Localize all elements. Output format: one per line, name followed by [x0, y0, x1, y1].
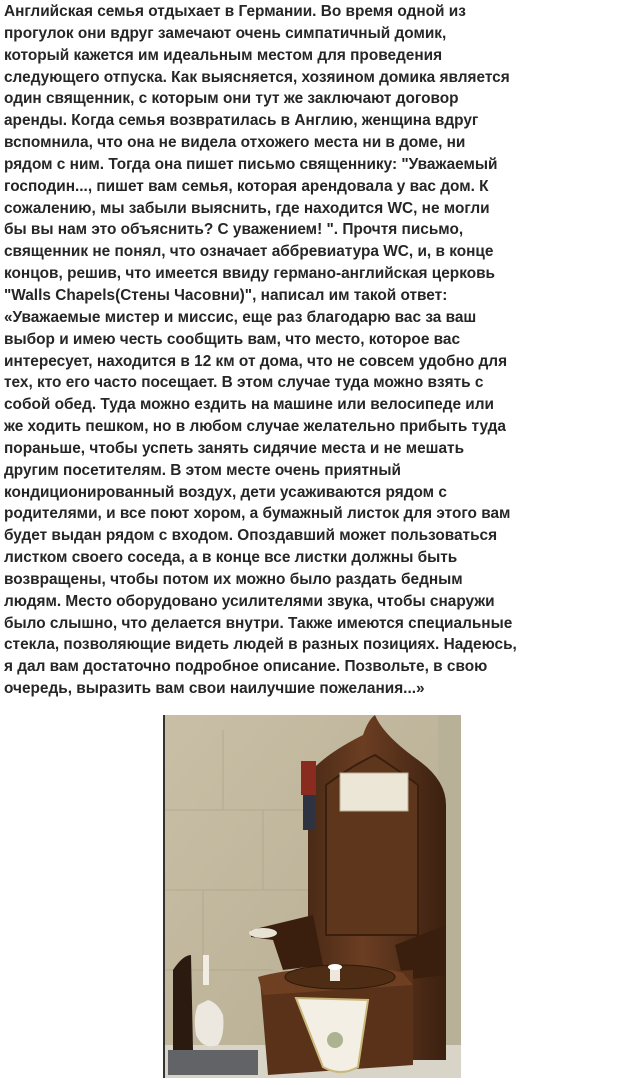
story-line: аренды. Когда семья возвратилась в Англию, женщина вдруг — [4, 112, 479, 130]
story-line: один священник, с которым они тут же заключают договор — [4, 90, 459, 108]
story-line: было слышно, что делается внутри. Также имеются специальные — [4, 614, 513, 632]
story-line: концов, решив, что имеется ввиду германо-английская церковь — [4, 265, 496, 283]
story-line: «Уважаемые мистер и миссис, еще раз благодарю вас за ваш — [4, 308, 477, 326]
story-line: который кажется им идеальным местом для проведения — [4, 46, 443, 64]
story-line: собой обед. Туда можно ездить на машине или велосипеде или — [4, 396, 495, 414]
story-line: родителями, и все поют хором, а бумажный листок для этого вам — [4, 505, 511, 523]
story-line: Английская семья отдыхает в Германии. Во время одной из — [4, 3, 466, 20]
story-line: же ходить пешком, но в любом случае желательно прибыть туда — [4, 418, 506, 436]
story-text — [4, 1, 640, 700]
story-line: пораньше, чтобы успеть занять сидячие места и не мешать — [4, 439, 465, 457]
story-line: священник не понял, что означает аббревиатура WC, и, в конце — [4, 243, 494, 261]
story-line: возвращены, чтобы потом их можно было раздать бедным — [4, 570, 463, 588]
story-line: прогулок они вдруг замечают очень симпатичный домик, — [4, 24, 447, 42]
story-line: я дал вам достаточно подробное описание. Позвольте, в свою — [4, 658, 488, 676]
story-line: людям. Место оборудовано усилителями звука, чтобы снаружи — [4, 592, 495, 610]
story-line: выбор и имею честь сообщить вам, что место, которое вас — [4, 330, 461, 348]
story-line: рядом с ним. Тогда она пишет письмо священнику: "Уважаемый — [4, 155, 498, 173]
story-line: кондиционированный воздух, дети усаживаются рядом с — [4, 483, 447, 501]
story-line: "Walls Chapels(Стены Часовни)", написал им такой ответ: — [4, 286, 448, 304]
story-line: следующего отпуска. Как выясняется, хозяином домика является — [4, 68, 510, 86]
story-line: интересует, находится в 12 км от дома, что не совсем удобно для — [4, 352, 508, 370]
throne-toilet-image — [163, 715, 461, 1078]
story-line: очередь, выразить вам свои наилучшие пожелания...» — [4, 680, 425, 698]
story-line: бы вы нам это объяснить? С уважением! ". Прочтя письмо, — [4, 221, 464, 239]
story-line: тех, кто его часто посещает. В этом случае туда можно взять с — [4, 374, 484, 392]
story-line: будет выдан рядом с входом. Опоздавший может пользоваться — [4, 527, 498, 545]
story-line: стекла, позволяющие видеть людей в разных позициях. Надеюсь, — [4, 636, 517, 654]
story-line: другим посетителям. В этом месте очень приятный — [4, 461, 401, 479]
story-line: вспомнила, что она не видела отхожего места ни в доме, ни — [4, 134, 466, 152]
throne-toilet-photo — [163, 715, 461, 1078]
story-line: сожалению, мы забыли выяснить, где находится WC, не могли — [4, 199, 490, 217]
story-line: господин..., пишет вам семья, которая арендовала у вас дом. К — [4, 177, 489, 195]
story-line: листком своего соседа, а в конце все листки должны быть — [4, 549, 458, 567]
